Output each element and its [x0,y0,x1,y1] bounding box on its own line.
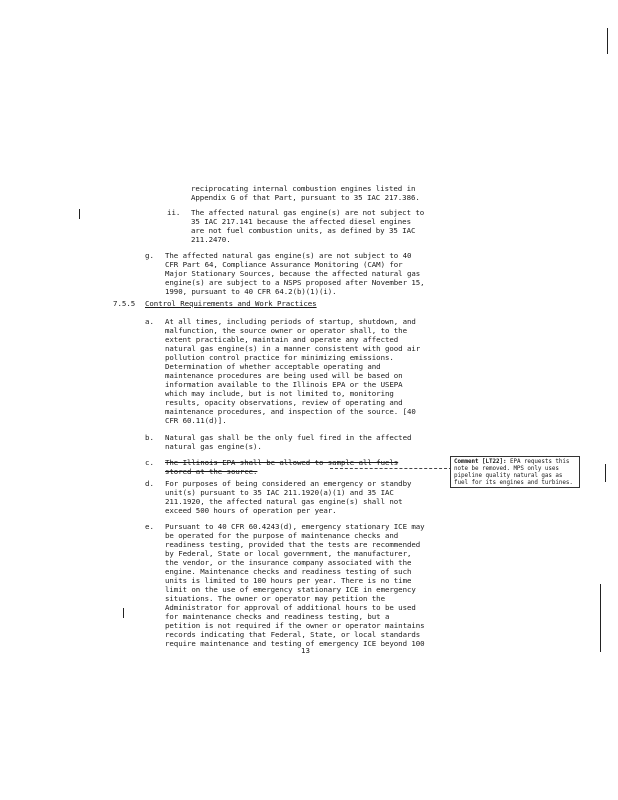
comment-balloon[interactable] [450,456,580,488]
item-a-line-7: maintenance procedures are being used will be based on [165,371,403,380]
comment-line-3: pipeline quality natural gas as [454,473,563,479]
comment-tag: Comment [LT22]: [454,459,507,465]
item-c-line-1-deleted: The Illinois EPA shall be allowed to sample all fuels [165,458,399,467]
comment-connector [330,468,452,469]
item-e-line-12: petition is not required if the owner or operator maintains [165,621,425,630]
left-margin-mark [123,608,124,618]
item-e-line-5: the vendor, or the insurance company associated with the [165,558,412,567]
item-e-line-4: by Federal, State or local government, the manufacturer, [165,549,412,558]
item-e-line-8: limit on the use of emergency stationary ICE in emergency [165,585,416,594]
item-b-line-1: Natural gas shall be the only fuel fired in the affected [165,433,412,442]
item-a-line-5: pollution control practice for minimizing emissions. [165,353,394,362]
item-b-line-2: natural gas engine(s). [165,442,262,451]
item-g-line-1: The affected natural gas engine(s) are not subject to 40 [165,251,412,260]
item-e-label: e. [145,522,154,531]
item-d-line-4: exceed 500 hours of operation per year. [165,506,337,515]
item-ii-line-3: are not fuel combustion units, as defined by 35 IAC [191,226,416,235]
item-g-line-2: CFR Part 64, Compliance Assurance Monitoring (CAM) for [165,260,403,269]
item-a-line-11: maintenance procedures, and inspection of the source. [40 [165,407,416,416]
item-a-label: a. [145,317,154,326]
intro-line-2: Appendix G of that Part, pursuant to 35 IAC 217.386. [191,193,420,202]
right-margin-mark-middle [605,464,606,482]
item-d-line-1: For purposes of being considered an emergency or standby [165,479,412,488]
section-title: Control Requirements and Work Practices [145,299,317,308]
item-d-label: d. [145,479,154,488]
comment-line-2: note be removed. MPS only uses [454,466,559,472]
item-a-line-10: results, opacity observations, review of operating and [165,398,403,407]
item-g-line-4: engine(s) are subject to a NSPS proposed after November 15, [165,278,425,287]
comment-text-1: EPA requests this [509,459,570,465]
item-g-line-5: 1990, pursuant to 40 CFR 64.2(b)(1)(i). [165,287,337,296]
item-a-line-12: CFR 60.11(d)]. [165,416,227,425]
item-b-label: b. [145,433,154,442]
right-margin-mark-top [607,28,608,54]
item-e-line-7: units is limited to 100 hours per year. There is no time [165,576,412,585]
item-ii-line-4: 211.2470. [191,235,231,244]
comment-line-4: fuel for its engines and turbines. [454,480,573,486]
page-number: 13 [301,646,310,655]
change-bar [79,209,80,219]
item-a-line-1: At all times, including periods of startup, shutdown, and [165,317,416,326]
item-e-line-6: engine. Maintenance checks and readiness testing of such [165,567,412,576]
item-a-line-9: which may include, but is not limited to, monitoring [165,389,394,398]
item-a-line-6: Determination of whether acceptable operating and [165,362,381,371]
item-e-line-10: Administrator for approval of additional hours to be used [165,603,416,612]
intro-line-1: reciprocating internal combustion engines listed in [191,184,416,193]
item-a-line-4: natural gas engine(s) in a manner consistent with good air [165,344,421,353]
item-a-line-8: information available to the Illinois EPA or the USEPA [165,380,403,389]
right-margin-mark-bottom [600,584,601,652]
item-e-line-3: readiness testing, provided that the tests are recommended [165,540,421,549]
item-ii-line-2: 35 IAC 217.141 because the affected diesel engines [191,217,411,226]
item-e-line-1: Pursuant to 40 CFR 60.4243(d), emergency stationary ICE may [165,522,425,531]
item-d-line-3: 211.1920, the affected natural gas engine(s) shall not [165,497,403,506]
item-e-line-13: records indicating that Federal, State, or local standards [165,630,421,639]
item-d-line-2: unit(s) pursuant to 35 IAC 211.1920(a)(1) and 35 IAC [165,488,394,497]
item-c-label: c. [145,458,154,467]
item-e-line-11: for maintenance checks and readiness testing, but a [165,612,390,621]
item-c-line-2-deleted: stored at the source. [165,467,258,476]
item-g-label: g. [145,251,154,260]
item-e-line-14: require maintenance and testing of emergency ICE beyond 100 [165,639,425,648]
item-a-line-2: malfunction, the source owner or operator shall, to the [165,326,407,335]
item-a-line-3: extent practicable, maintain and operate any affected [165,335,399,344]
item-ii-line-1: The affected natural gas engine(s) are not subject to [191,208,425,217]
section-number: 7.5.5 [113,299,136,308]
item-e-line-9: situations. The owner or operator may petition the [165,594,385,603]
item-g-line-3: Major Stationary Sources, because the affected natural gas [165,269,421,278]
item-ii-label: ii. [167,208,181,217]
item-e-line-2: be operated for the purpose of maintenance checks and [165,531,399,540]
